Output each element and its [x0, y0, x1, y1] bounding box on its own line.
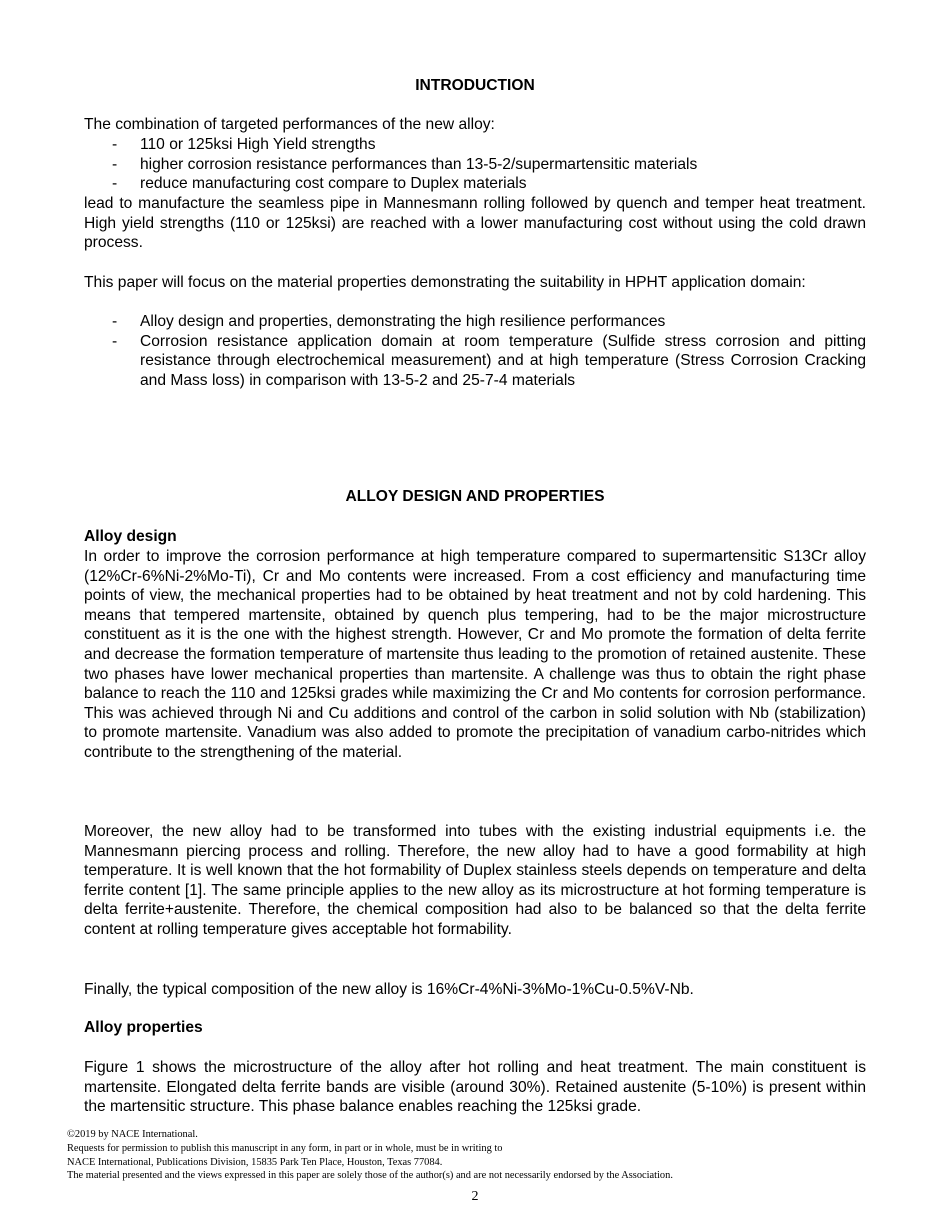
intro-bullet-list — [84, 135, 866, 194]
dash-marker: - — [112, 175, 118, 193]
introduction-heading: INTRODUCTION — [415, 77, 535, 94]
dash-marker: - — [112, 136, 118, 153]
page-number: 2 — [471, 1189, 479, 1204]
intro-lead: The combination of targeted performances of the new alloy: — [84, 116, 495, 133]
alloy-design-subheading: Alloy design — [84, 528, 177, 545]
intro-focus-lead: This paper will focus on the material properties demonstrating the suitability in HPHT application domain: — [84, 274, 806, 291]
footer-permission: Requests for permission to publish this manuscript in any form, in part or in whole, must be in writing to — [67, 1142, 503, 1154]
dash-marker: - — [112, 313, 118, 330]
focus-bullet-list — [84, 312, 866, 390]
alloy-properties-subheading: Alloy properties — [84, 1019, 203, 1036]
dash-marker: - — [112, 332, 118, 350]
page-footer — [67, 1128, 887, 1183]
list-item: - Corrosion resistance application domain at room temperature (Sulfide stress corrosion and pitting resistance through electrochemical measurement) and at high temperature (Stress Corrosion Cracking and Mass loss) in comparison with 13-5-2 and 25-7-4 materials — [112, 332, 866, 389]
alloy-properties-paragraph: Figure 1 shows the microstructure of the alloy after hot rolling and heat treatment. The main constituent is martensite. Elongated delta ferrite bands are visible (around 30%). Retained austenite (5-10%) is present within the martensitic structure. This phase balance enables reaching the 125ksi grade. — [84, 1059, 866, 1116]
list-item: - Alloy design and properties, demonstrating the high resilience performances — [112, 313, 666, 330]
alloy-design-paragraph-3: Finally, the typical composition of the new alloy is 16%Cr-4%Ni-3%Mo-1%Cu-0.5%V-Nb. — [84, 981, 694, 998]
list-item: - higher corrosion resistance performances than 13-5-2/supermartensitic materials — [112, 155, 698, 173]
footer-address: NACE International, Publications Division, 15835 Park Ten Place, Houston, Texas 77084. — [67, 1156, 443, 1168]
footer-copyright: ©2019 by NACE International. — [67, 1129, 198, 1140]
list-item: - 110 or 125ksi High Yield strengths — [112, 136, 376, 153]
alloy-design-heading: ALLOY DESIGN AND PROPERTIES — [345, 488, 605, 505]
alloy-design-paragraph-1: In order to improve the corrosion performance at high temperature compared to supermartensitic S13Cr alloy (12%Cr-6%Ni-2%Mo-Ti), Cr and Mo contents were increased. From a cost efficiency and manufacturing time points of view, the mechanical properties had to be obtained by heat treatment and not by cold hardening. This means that tempered martensite, obtained by quench plus tempering, had to be the major microstructure constituent as it is the one with the highest strength. However, Cr and Mo promote the formation of delta ferrite and decrease the formation temperature of martensite thus leading to the promotion of retained austenite. These two phases have lower mechanical properties than martensite. A challenge was thus to obtain the right phase balance to reach the 110 and 125ksi grades while maximizing the Cr and Mo contents for corrosion performance. This was achieved through Ni and Cu additions and control of the carbon in solid solution with Nb (stabilization) to promote martensite. Vanadium was also added to promote the precipitation of vanadium carbo-nitrides which contribute to the strengthening of the material. — [84, 548, 866, 761]
intro-body: lead to manufacture the seamless pipe in Mannesmann rolling followed by quench and temper heat treatment. High yield strengths (110 or 125ksi) are reached with a lower manufacturing cost without using the cold drawn process. — [84, 195, 866, 252]
alloy-design-paragraph-2: Moreover, the new alloy had to be transformed into tubes with the existing industrial equipments i.e. the Mannesmann piercing process and rolling. Therefore, the new alloy had to have a good formability at high temperature. It is well known that the hot formability of Duplex stainless steels depends on temperature and delta ferrite content [1]. The same principle applies to the new alloy as its microstructure at hot forming temperature is delta ferrite+austenite. Therefore, the chemical composition had also to be balanced so that the delta ferrite content at rolling temperature gives acceptable hot formability. — [84, 823, 866, 938]
list-item: - reduce manufacturing cost compare to Duplex materials — [112, 175, 527, 193]
dash-marker: - — [112, 155, 118, 173]
footer-disclaimer: The material presented and the views expressed in this paper are solely those of the author(s) and are not necessarily endorsed by the Association. — [67, 1170, 673, 1182]
